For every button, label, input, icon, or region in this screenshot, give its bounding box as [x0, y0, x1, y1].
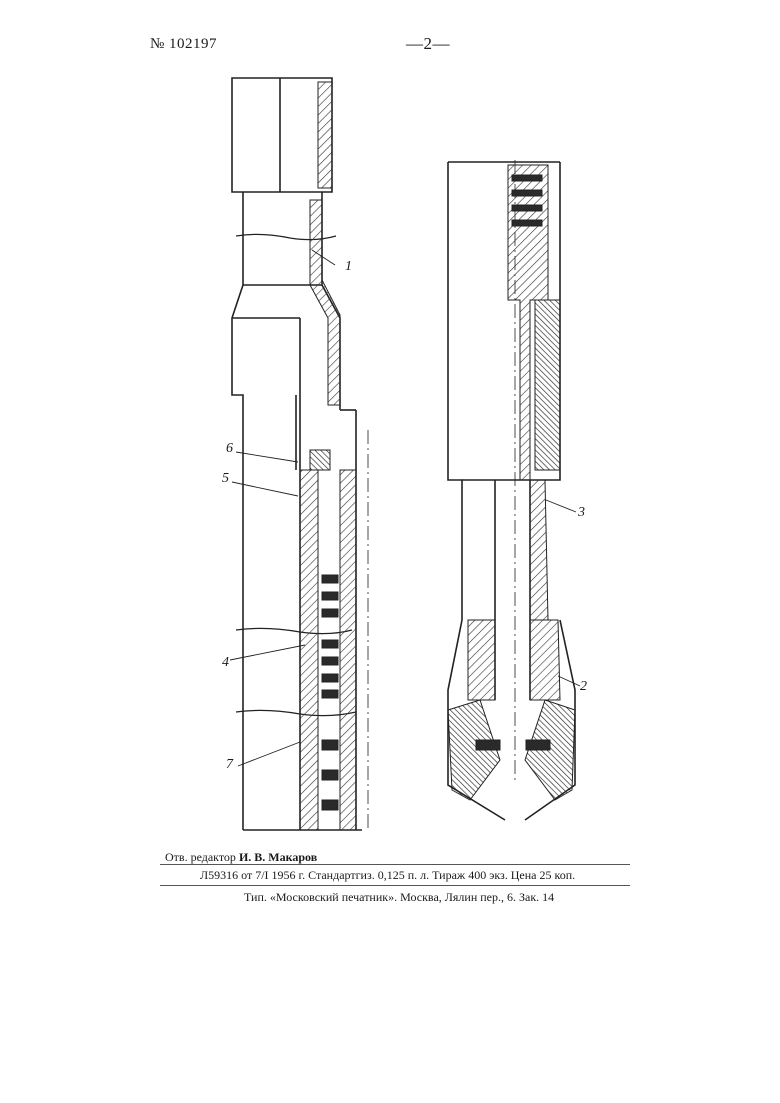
- editor-name: И. В. Макаров: [238, 850, 318, 864]
- patent-number: № 102197: [150, 36, 218, 52]
- left-hatched-sections: [300, 82, 356, 830]
- callout-7: 7: [226, 757, 233, 772]
- callout-3: 3: [578, 505, 585, 520]
- colophon-rule-bottom: [160, 885, 630, 886]
- left-leaders: [230, 250, 335, 766]
- callout-1: 1: [345, 259, 352, 274]
- right-hatched-sections: [448, 165, 575, 800]
- callout-5: 5: [222, 471, 229, 486]
- page-number: —2—: [406, 34, 450, 53]
- callout-2: 2: [580, 679, 587, 694]
- callout-4: 4: [222, 655, 229, 670]
- print-line: Л59316 от 7/I 1956 г. Стандартгиз. 0,125 п. л. Тираж 400 экз. Цена 25 коп.: [200, 868, 576, 882]
- press-line: Тип. «Московский печатник». Москва, Лялин пер., 6. Зак. 14: [244, 890, 555, 904]
- editor-prefix: Отв. редактор: [165, 850, 236, 864]
- editor-line: [165, 850, 317, 865]
- callout-6: 6: [226, 441, 233, 456]
